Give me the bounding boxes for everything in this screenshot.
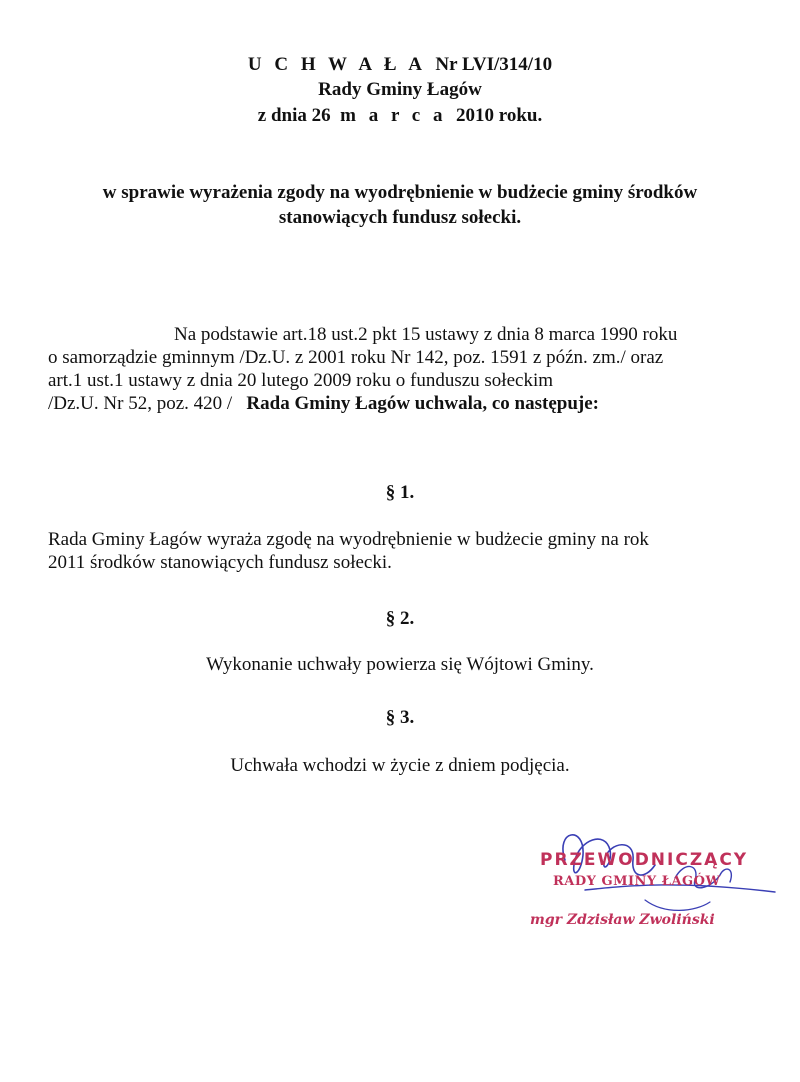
section-2-text: Wykonanie uchwały powierza się Wójtowi Gminy. xyxy=(206,654,594,675)
subject-line-1: w sprawie wyrażenia zgody na wyodrębnienie w budżecie gminy środków xyxy=(102,182,698,203)
date-month: m a r c a xyxy=(340,105,447,126)
date-suffix: 2010 roku. xyxy=(455,105,543,126)
preamble-line-1: Na podstawie art.18 ust.2 pkt 15 ustawy z dnia 8 marca 1990 roku xyxy=(174,324,678,345)
section-2-heading: § 2. xyxy=(385,608,415,629)
stamp-subtitle: RADY GMINY ŁAGÓW xyxy=(553,874,721,889)
section-3-heading: § 3. xyxy=(385,707,415,728)
section-3-text: Uchwała wchodzi w życie z dniem podjęcia. xyxy=(230,755,570,776)
chairman-stamp xyxy=(525,820,785,940)
preamble-line-3: art.1 ust.1 ustawy z dnia 20 lutego 2009 roku o funduszu sołeckim xyxy=(48,370,554,391)
section-1-line-2: 2011 środków stanowiących fundusz sołecki. xyxy=(48,552,392,573)
section-1-heading: § 1. xyxy=(385,482,415,503)
resolution-title xyxy=(0,52,800,77)
date-prefix: z dnia 26 xyxy=(257,105,331,126)
section-1-line-1: Rada Gminy Łagów wyraża zgodę na wyodrębnienie w budżecie gminy na rok xyxy=(48,529,649,550)
preamble-line-2: o samorządzie gminnym /Dz.U. z 2001 roku Nr 142, poz. 1591 z późn. zm./ oraz xyxy=(48,347,664,368)
resolution-date xyxy=(0,103,800,128)
stamp-title: PRZEWODNICZĄCY xyxy=(540,850,749,870)
preamble-enactment: Rada Gminy Łagów uchwala, co następuje: xyxy=(246,393,599,414)
title-prefix: U C H W A Ł A xyxy=(247,54,426,75)
stamp-signatory-name: mgr Zdzisław Zwoliński xyxy=(530,912,715,928)
title-number: Nr LVI/314/10 xyxy=(435,54,553,75)
preamble-citation: /Dz.U. Nr 52, poz. 420 / xyxy=(48,393,233,414)
council-name: Rady Gminy Łagów xyxy=(318,79,482,100)
subject-line-2: stanowiących fundusz sołecki. xyxy=(278,207,522,228)
preamble-line-4 xyxy=(48,392,760,415)
